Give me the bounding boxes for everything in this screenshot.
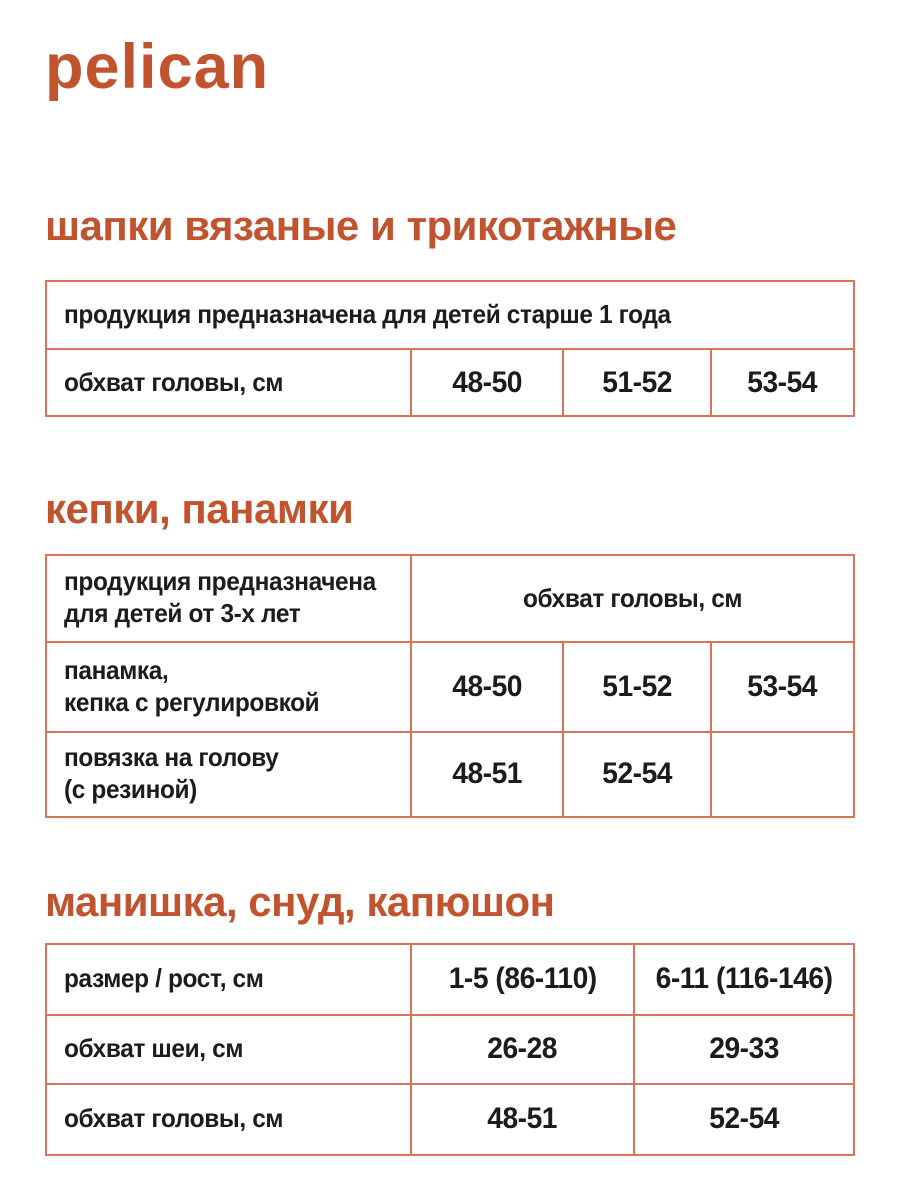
dickey-snood-hood-size-table xyxy=(45,943,855,1156)
size-value-cell xyxy=(563,642,711,732)
size-value-text: 53-54 xyxy=(747,669,818,703)
size-value-text: 51-52 xyxy=(602,669,672,703)
row-label-text: обхват головы, см xyxy=(64,1103,284,1134)
size-value-text: 52-54 xyxy=(602,757,672,791)
size-value-text: 1-5 (86-110) xyxy=(448,962,597,996)
size-value-text: 51-52 xyxy=(602,365,672,399)
size-value-cell xyxy=(563,732,711,817)
size-value-cell xyxy=(411,1015,634,1084)
caps-panamas-size-table xyxy=(45,554,855,818)
knitted-hats-size-table xyxy=(45,280,855,417)
row-label-cell xyxy=(46,1015,411,1084)
row-label-cell xyxy=(46,732,411,817)
section-title-dickey-snood-hood: манишка, снуд, капюшон xyxy=(45,877,555,925)
size-value-cell xyxy=(634,944,854,1015)
size-value-cell xyxy=(634,1015,854,1084)
row-label-line1: панамка, xyxy=(64,654,169,685)
table-header-measure-text: обхват головы, см xyxy=(522,582,743,613)
size-value-text: 48-50 xyxy=(452,669,522,703)
row-label-text: обхват головы, см xyxy=(64,366,284,397)
table-row xyxy=(46,1015,854,1084)
table-header-note xyxy=(46,281,854,349)
size-value-cell xyxy=(711,642,854,732)
size-value-text: 6-11 (116-146) xyxy=(655,962,833,996)
table-header-note-text: продукция предназначена для детей старше 1 года xyxy=(64,299,671,330)
size-value-cell xyxy=(411,732,563,817)
table-row xyxy=(46,349,854,416)
size-value-cell xyxy=(411,642,563,732)
row-label-line2: (с резиной) xyxy=(64,774,197,805)
size-value-cell xyxy=(411,1084,634,1155)
table-row xyxy=(46,642,854,732)
size-value-cell xyxy=(411,349,563,416)
size-value-text: 29-33 xyxy=(709,1032,779,1066)
empty-cell xyxy=(711,732,854,817)
size-value-text: 48-51 xyxy=(452,757,522,791)
row-label-line1: повязка на голову xyxy=(64,742,279,773)
size-value-text: 48-51 xyxy=(487,1102,558,1136)
row-label-text: размер / рост, см xyxy=(64,963,264,994)
size-value-text: 26-28 xyxy=(487,1032,558,1066)
row-label-cell xyxy=(46,1084,411,1155)
table-row xyxy=(46,281,854,349)
section-title-caps-panamas: кепки, панамки xyxy=(45,485,354,533)
size-value-text: 53-54 xyxy=(747,365,818,399)
row-label-line2: кепка с регулировкой xyxy=(64,686,320,717)
row-label-cell xyxy=(46,642,411,732)
size-value-text: 48-50 xyxy=(452,365,522,399)
table-row xyxy=(46,944,854,1015)
section-title-knitted-hats: шапки вязаные и трикотажные xyxy=(45,202,677,250)
table-row xyxy=(46,555,854,642)
table-header-note-line2: для детей от 3-х лет xyxy=(64,598,301,629)
row-label-cell xyxy=(46,349,411,416)
size-value-cell xyxy=(411,944,634,1015)
table-row xyxy=(46,1084,854,1155)
size-value-cell xyxy=(634,1084,854,1155)
table-header-note-line1: продукция предназначена xyxy=(64,566,376,597)
row-label-text: обхват шеи, см xyxy=(64,1033,244,1064)
pelican-logo: pelican xyxy=(45,32,270,102)
size-value-cell xyxy=(711,349,854,416)
size-value-text: 52-54 xyxy=(709,1102,779,1136)
table-row xyxy=(46,732,854,817)
table-header-measure xyxy=(411,555,854,642)
row-label-cell xyxy=(46,944,411,1015)
table-header-note xyxy=(46,555,411,642)
size-value-cell xyxy=(563,349,711,416)
